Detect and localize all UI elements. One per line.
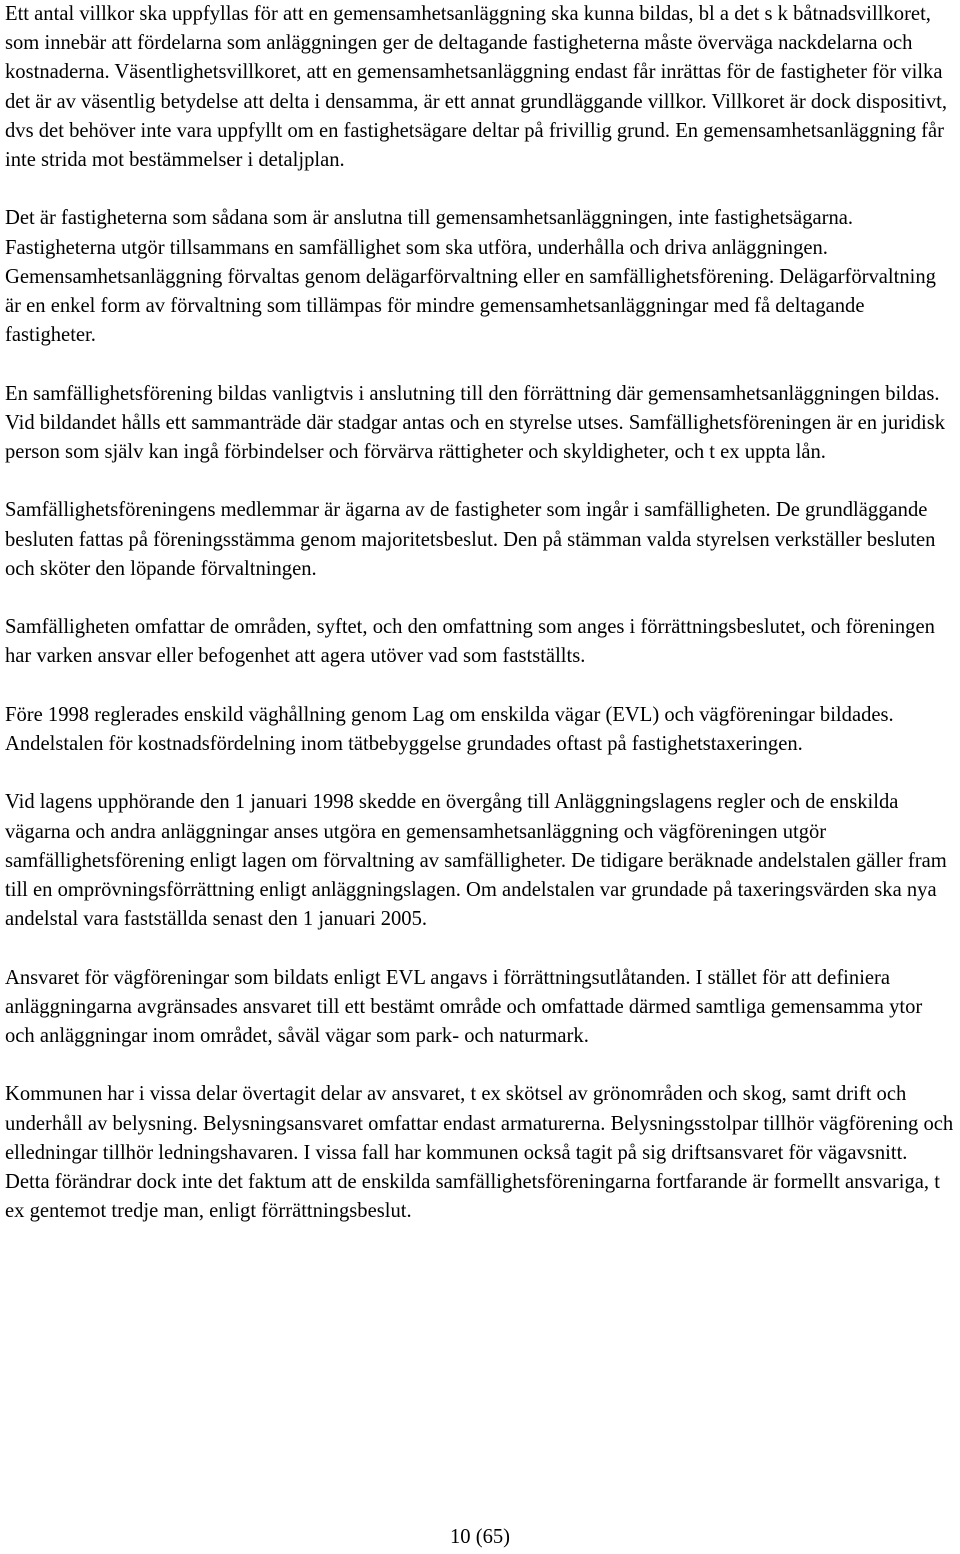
- paragraph-conditions: Ett antal villkor ska uppfyllas för att en gemensamhetsanläggning ska kunna bildas, bl a det s k båtnadsvillkoret, som innebär att fördelarna som anläggningen ger de deltagande fastigheterna måste överväga nackdelarna och kostnaderna. Väsentlighetsvillkoret, att en gemensamhetsanläggning endast får inrättas för de fastigheter för vilka det är av väsentlig betydelse att delta i densamma, är ett annat grundläggande villkor. Villkoret är dock dispositivt, dvs det behöver inte vara uppfyllt om en fastighetsägare deltar på frivillig grund. En gemensamhetsanläggning får inte strida mot bestämmelser i detaljplan.: [5, 3, 948, 172]
- paragraph-properties: Det är fastigheterna som sådana som är anslutna till gemensamhetsanläggningen, inte fastighetsägarna. Fastigheterna utgör tillsammans en samfällighet som ska utföra, underhålla och driva anläggningen. Gemensamhetsanläggning förvaltas genom delägarförvaltning eller en samfällighetsförening. Delägarförvaltning är en enkel form av förvaltning som tillämpas för mindre gemensamhetsanläggningar med få deltagande fastigheter.: [5, 207, 936, 347]
- paragraph-association-members: Samfällighetsföreningens medlemmar är ägarna av de fastigheter som ingår i samfälligheten. De grundläggande besluten fattas på föreningsstämma genom majoritetsbeslut. Den på stämman valda styrelsen verkställer besluten och sköter den löpande förvaltningen.: [5, 499, 936, 580]
- paragraph-law-transition: Vid lagens upphörande den 1 januari 1998 skedde en övergång till Anläggningslagens regler och de enskilda vägarna och andra anläggningar anses utgöra en gemensamhetsanläggning och vägföreningen utgör samfällighetsförening enligt lagen om förvaltning av samfälligheter. De tidigare beräknade andelstalen gäller fram till en omprövningsförrättning enligt anläggningslagen. Om andelstalen var grundade på taxeringsvärden ska nya andelstal vara fastställda senast den 1 januari 2005.: [5, 791, 947, 931]
- paragraph-road-association-responsibility: Ansvaret för vägföreningar som bildats enligt EVL angavs i förrättningsutlåtanden. I stället för att definiera anläggningarna avgränsades ansvaret till ett bestämt område och omfattade därmed samtliga gemensamma ytor och anläggningar inom området, såväl vägar som park- och naturmark.: [5, 966, 923, 1047]
- page-number: 10 (65): [449, 1526, 511, 1548]
- paragraph-scope: Samfälligheten omfattar de områden, syftet, och den omfattning som anges i förrättningsbeslutet, och föreningen har varken ansvar eller befogenhet att agera utöver vad som fastställts.: [5, 616, 935, 668]
- document-page: [5, 0, 957, 1256]
- paragraph-association-formation: En samfällighetsförening bildas vanligtvis i anslutning till den förrättning där gemensamhetsanläggningen bildas. Vid bildandet hålls ett sammanträde där stadgar antas och en styrelse utses. Samfällighetsföreningen är en juridisk person som själv kan ingå förbindelser och förvärva rättigheter och skyldigheter, och t ex uppta lån.: [5, 382, 946, 464]
- paragraph-municipality-role: Kommunen har i vissa delar övertagit delar av ansvaret, t ex skötsel av grönområden och skog, samt drift och underhåll av belysning. Belysningsansvaret omfattar endast armaturerna. Belysningsstolpar tillhör vägförening och elledningar tillhör ledningshavaren. I vissa fall har kommunen också tagit på sig driftsansvaret för vägavsnitt. Detta förändrar dock inte det faktum att de enskilda samfällighetsföreningarna fortfarande är formellt ansvariga, t ex gentemot tredje man, enligt förrättningsbeslut.: [5, 1083, 954, 1223]
- paragraph-before-1998: Före 1998 reglerades enskild väghållning genom Lag om enskilda vägar (EVL) och vägföreningar bildades. Andelstalen för kostnadsfördelning inom tätbebyggelse grundades oftast på fastighetstaxeringen.: [5, 703, 894, 755]
